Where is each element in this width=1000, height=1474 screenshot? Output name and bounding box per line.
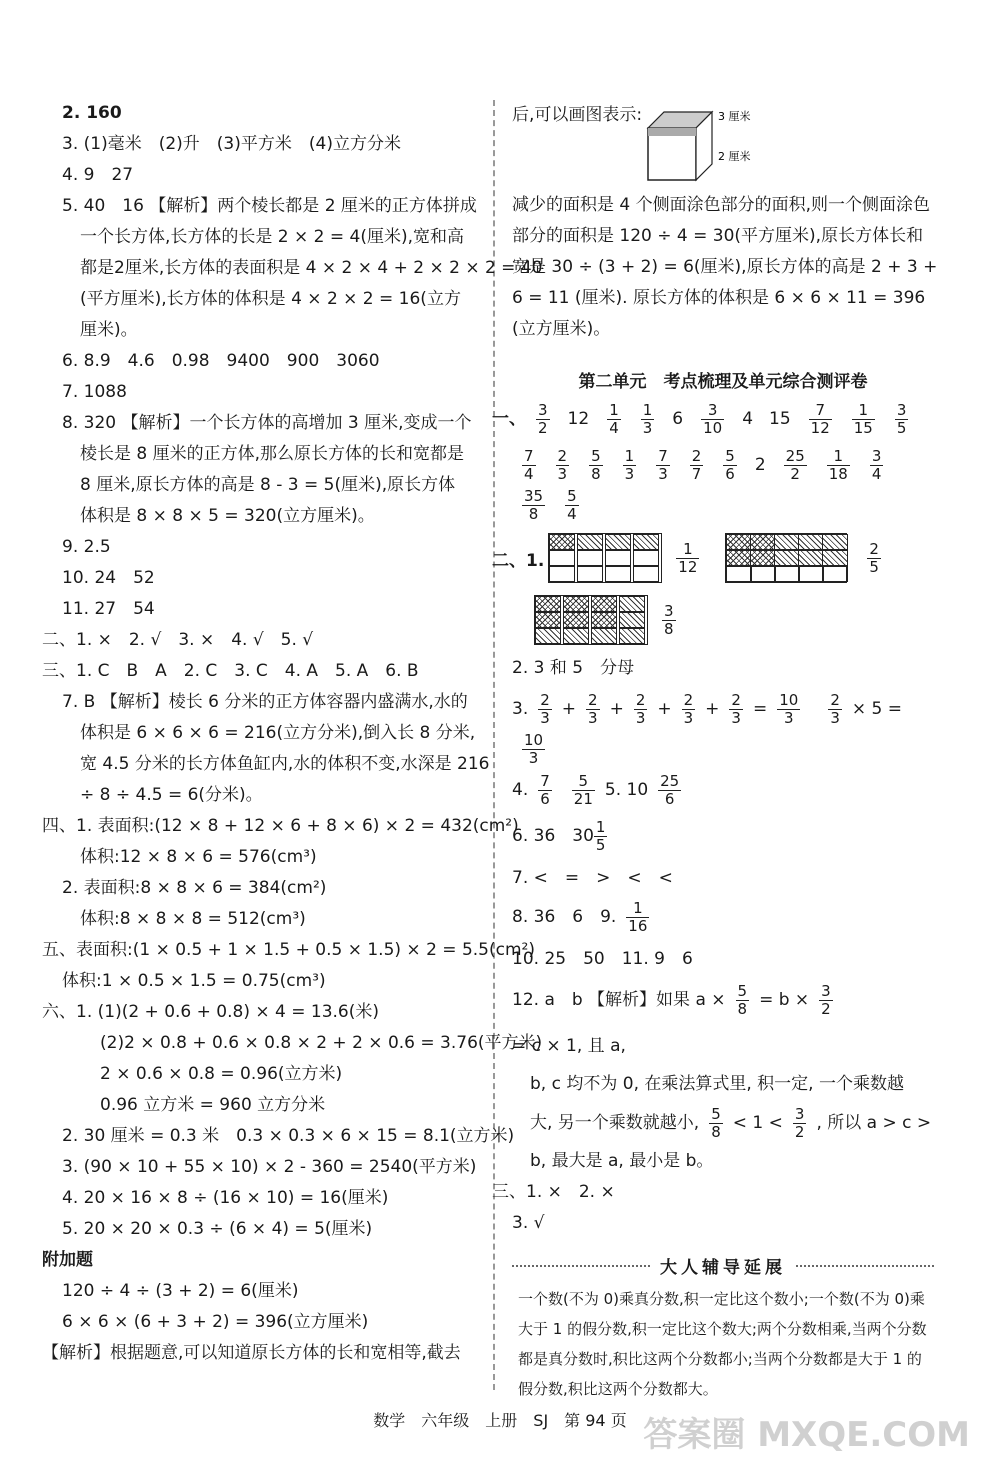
grid-diagram-2 (725, 533, 847, 583)
answer-line: (立方厘米)。 (512, 319, 611, 339)
fraction-answer: 15 (769, 409, 791, 429)
answer-line: 六、1. (1)(2 + 0.6 + 0.8) × 4 = 13.6(米) (42, 1002, 379, 1022)
answer-line: ÷ 8 ÷ 4.5 = 6(分米)。 (80, 785, 263, 805)
answer-line: 120 ÷ 4 ÷ (3 + 2) = 6(厘米) (62, 1281, 299, 1301)
answer-line: 6 = 11 (厘米). 原长方体的体积是 6 × 6 × 11 = 396 (512, 288, 926, 308)
answer-line: 6 × 6 × (6 + 3 + 2) = 396(立方厘米) (62, 1312, 369, 1332)
answer-line: 8. 320 【解析】一个长方体的高增加 3 厘米,变成一个 (62, 413, 472, 433)
answer-line: 7. B 【解析】棱长 6 分米的正方体容器内盛满水,水的 (62, 692, 468, 712)
answer-line: 体积:12 × 8 × 6 = 576(cm³) (80, 847, 317, 867)
answer-line: 2. 表面积:8 × 8 × 6 = 384(cm²) (62, 878, 327, 898)
cube-side-label: 2 厘米 (718, 150, 751, 163)
answer-line: 三、1. × 2. × (492, 1182, 615, 1202)
cube-top-label: 3 厘米 (718, 110, 751, 123)
answer-line: 7. 1088 (62, 382, 127, 402)
answer-line: 体积是 6 × 6 × 6 = 216(立方分米),倒入长 8 分米, (80, 723, 476, 743)
answer-line: 宽是 30 ÷ (3 + 2) = 6(厘米),原长方体的高是 2 + 3 + (512, 257, 938, 277)
right-column (492, 98, 938, 1404)
fraction-answer: $\frac{3}{5}$ (896, 400, 907, 437)
answer-line: 4. 20 × 16 × 8 ÷ (16 × 10) = 16(厘米) (62, 1188, 389, 1208)
answer-line: 3. √ (512, 1213, 545, 1233)
fraction: $\frac{1}{12}$ (678, 539, 698, 576)
fraction-answer: $\frac{25}{2}$ (785, 446, 805, 483)
fraction-answer: 4 (742, 409, 754, 429)
answer-line: 棱长是 8 厘米的正方体,那么原长方体的长和宽都是 (80, 444, 465, 464)
fraction-answer: $\frac{7}{4}$ (524, 446, 534, 483)
fraction-answer: $\frac{5}{4}$ (567, 487, 577, 523)
answer-line: 3. $\frac{2}{3}$ + $\frac{2}{3}$ + $\frac{2}{3}$ + $\frac{2}{3}$ + $\frac{2}{3}$ = $\frac{10}{3}$ $\frac{2}{3}$ × 5 = $\frac{10}{3}$ (512, 690, 902, 767)
watermark-logo: 答案圈 MXQE.COM (643, 1415, 970, 1455)
answer-line: 宽 4.5 分米的长方体鱼缸内,水的体积不变,水深是 216 (80, 754, 490, 774)
answer-line: 11. 27 54 (62, 599, 155, 619)
answer-line: 减少的面积是 4 个侧面涂色部分的面积,则一个侧面涂色 (512, 195, 931, 215)
answer-line: 9. 2.5 (62, 537, 111, 557)
answer-line: 10. 24 52 (62, 568, 155, 588)
answer-line: 8. 36 6 9. $\frac{1}{16}$ (512, 898, 648, 935)
answer-line: 6. 36 30 $\frac{1}{5}$ (512, 817, 606, 854)
fraction-answer: $\frac{1}{15}$ (853, 400, 873, 437)
page-footer: 数学 六年级 上册 SJ 第 94 页 (373, 1411, 627, 1430)
answer-line: 五、表面积:(1 × 0.5 + 1 × 1.5 + 0.5 × 1.5) × 2 = 5.5(cm²) (42, 940, 535, 960)
answer-line: 附加题 (42, 1250, 93, 1270)
question-label: 一、 (492, 409, 526, 429)
fraction-answer: $\frac{5}{8}$ (591, 446, 601, 483)
answer-line: 一个长方体,长方体的长是 2 × 2 = 4(厘米),宽和高 (80, 227, 465, 247)
answer-line: 体积:1 × 0.5 × 1.5 = 0.75(cm³) (62, 971, 326, 991)
answer-line: (平方厘米),长方体的体积是 4 × 2 × 2 = 16(立方 (80, 289, 461, 309)
answer-line: 12. a b 【解析】如果 a × $\frac{5}{8}$ = b × $\frac{3}{2}$ = c × 1, 且 a, (512, 981, 831, 1056)
answer-line: 4. 9 27 (62, 165, 134, 185)
answer-line: (2)2 × 0.8 + 0.6 × 0.8 × 2 + 2 × 0.6 = 3.76(平方米) (100, 1033, 543, 1053)
fraction-answer: 6 (672, 409, 684, 429)
fraction-answer: 2 (754, 455, 766, 475)
fraction-answer: $\frac{5}{6}$ (725, 446, 735, 483)
answer-line: 3. (90 × 10 + 55 × 10) × 2 - 360 = 2540(平方米) (62, 1157, 477, 1177)
fraction-answer: $\frac{2}{7}$ (691, 446, 702, 483)
fraction-answer: $\frac{7}{3}$ (658, 446, 668, 483)
answer-line: 2. 3 和 5 分母 (512, 658, 635, 678)
shaded-grid-row (492, 533, 934, 583)
answer-line: 0.96 立方米 = 960 立方分米 (100, 1095, 326, 1115)
shaded-grid-row (534, 595, 934, 645)
answer-line: 厘米)。 (80, 320, 138, 340)
answer-line: 部分的面积是 120 ÷ 4 = 30(平方厘米),原长方体长和 (512, 226, 924, 246)
answer-line: b, 最大是 a, 最小是 b。 (530, 1151, 714, 1171)
answer-line: 四、1. 表面积:(12 × 8 + 12 × 6 + 8 × 6) × 2 = 432(cm²) (42, 816, 519, 836)
extension-text: 一个数(不为 0)乘真分数,积一定比这个数小;一个数(不为 0)乘大于 1 的假分数,积一定比这个数大;两个分数相乘,当两个分数都是真分数时,积比这两个分数都小;当两个分数都是大于 1 的假分数,积比这两个分数都大。 (518, 1290, 927, 1398)
answer-line: 2. 160 (62, 103, 122, 123)
answer-line: 7. < = > < < (512, 868, 673, 888)
answer-line: 8 厘米,原长方体的高是 8 - 3 = 5(厘米),原长方体 (80, 475, 456, 495)
answer-line: 5. 40 16 【解析】两个棱长都是 2 厘米的正方体拼成 (62, 196, 477, 216)
fraction-answer: $\frac{1}{3}$ (642, 400, 653, 437)
answer-line: 2. 30 厘米 = 0.3 米 0.3 × 0.3 × 6 × 15 = 8.1(立方米) (62, 1126, 515, 1146)
section-title: 第二单元 考点梳理及单元综合测评卷 (578, 372, 868, 392)
fraction-answer: $\frac{35}{8}$ (524, 487, 544, 523)
answer-line: 体积:8 × 8 × 8 = 512(cm³) (80, 909, 306, 929)
fraction: $\frac{2}{5}$ (869, 539, 879, 576)
answer-line: 10. 25 50 11. 9 6 (512, 949, 693, 969)
answer-line: 5. 20 × 20 × 0.3 ÷ (6 × 4) = 5(厘米) (62, 1219, 373, 1239)
answer-line: b, c 均不为 0, 在乘法算式里, 积一定, 一个乘数越 (530, 1074, 904, 1094)
answer-line: 2 × 0.6 × 0.8 = 0.96(立方米) (100, 1064, 343, 1084)
fraction-answer: $\frac{2}{3}$ (557, 446, 568, 483)
answer-line: 三、1. C B A 2. C 3. C 4. A 5. A 6. B (42, 661, 419, 681)
answer-line: 后,可以画图表示: (512, 105, 643, 125)
fraction-answer: $\frac{3}{10}$ (703, 400, 723, 437)
answer-line: 体积是 8 × 8 × 5 = 320(立方厘米)。 (80, 506, 375, 526)
answer-line: 6. 8.9 4.6 0.98 9400 900 3060 (62, 351, 380, 371)
fraction-answer: 12 (567, 409, 590, 429)
question-label: 二、1. (492, 550, 545, 571)
fraction-answer: $\frac{1}{18}$ (828, 446, 848, 483)
fraction: $\frac{3}{8}$ (664, 601, 674, 638)
answer-line: 二、1. × 2. √ 3. × 4. √ 5. √ (42, 630, 314, 650)
fraction-answer: $\frac{3}{4}$ (871, 446, 882, 483)
grid-diagram-1 (548, 533, 662, 583)
grid-diagram-3 (534, 595, 648, 645)
fraction-answers (492, 396, 934, 523)
answer-line: 3. (1)毫米 (2)升 (3)平方米 (4)立方分米 (62, 134, 401, 154)
cube-drawing-row (512, 98, 934, 190)
answer-line: 4. $\frac{7}{6}$ $\frac{5}{21}$ 5. 10 $\frac{25}{6}$ (512, 771, 680, 808)
fraction-answer: $\frac{3}{2}$ (538, 400, 548, 437)
fraction-answer: $\frac{1}{4}$ (609, 400, 619, 437)
answer-line: 【解析】根据题意,可以知道原长方体的长和宽相等,截去 (42, 1343, 461, 1363)
extension-heading: 大人辅导延展 (512, 1253, 934, 1278)
answer-line: 都是2厘米,长方体的表面积是 4 × 2 × 4 + 2 × 2 × 2 = 40 (80, 258, 543, 278)
answer-line: 大, 另一个乘数就越小, $\frac{5}{8}$ < 1 < $\frac{3}{2}$ , 所以 a > c > (530, 1104, 932, 1141)
fraction-answer: $\frac{1}{3}$ (624, 446, 635, 483)
cuboid-diagram (642, 98, 762, 188)
fraction-answer: $\frac{7}{12}$ (810, 400, 830, 437)
